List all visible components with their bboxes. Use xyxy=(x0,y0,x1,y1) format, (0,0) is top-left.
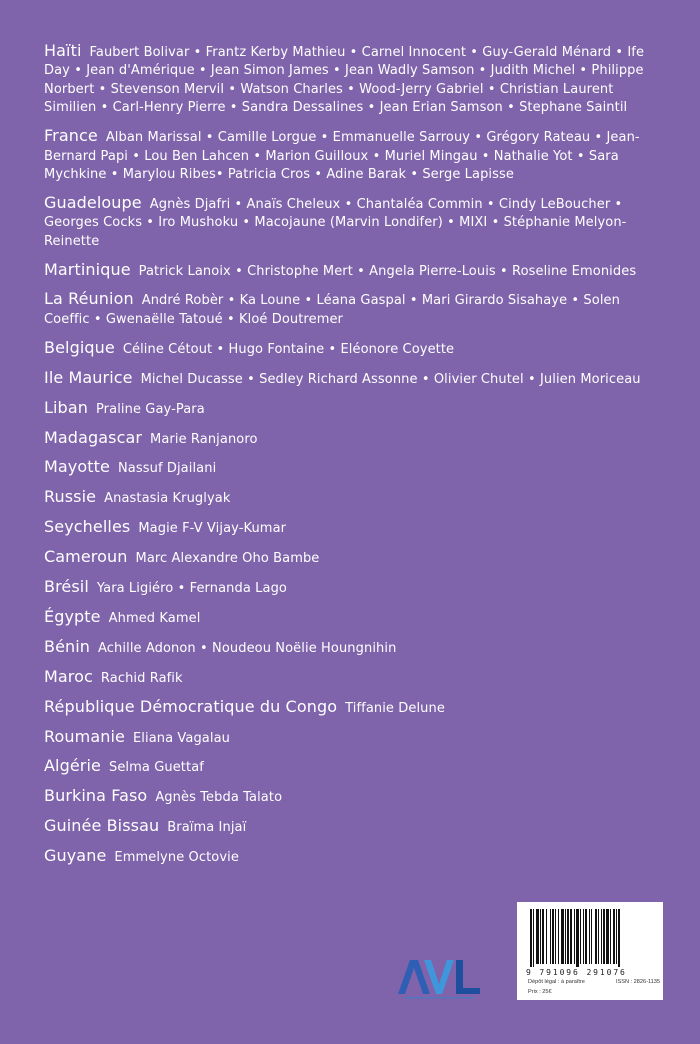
barcode-bar xyxy=(555,909,556,964)
author-names: Ahmed Kamel xyxy=(108,610,201,626)
barcode-bar xyxy=(570,909,572,964)
country-name: Brésil xyxy=(44,577,89,597)
country-entry xyxy=(44,429,664,449)
author-names: Faubert Bolivar • Frantz Kerby Mathieu • Carnel Innocent • Guy-Gerald Ménard • Ife Day • Jean d'Amérique • Jean Simon James • Jean Wadly Samson • Judith Michel • Philippe Norbert • Stevenson Mervil • Watson Charles • Wood-Jerry Gabriel • Christian Laurent Similien • Carl-Henry Pierre • Sandra Dessalines • Jean Erian Samson • Stephane Saintil xyxy=(44,45,645,116)
barcode-bar xyxy=(542,909,544,964)
barcode-panel xyxy=(517,902,663,1000)
country-entry xyxy=(44,787,664,807)
country-entry xyxy=(44,817,664,837)
author-names: Céline Cétout • Hugo Fontaine • Eléonore Coyette xyxy=(122,341,455,357)
country-entry xyxy=(44,290,664,329)
author-names: Praline Gay-Para xyxy=(95,401,205,417)
barcode-bar xyxy=(595,909,597,964)
country-entry xyxy=(44,261,664,281)
barcode-bar xyxy=(574,909,575,964)
country-name: La Réunion xyxy=(44,289,134,309)
barcode-bar xyxy=(583,909,584,964)
barcode-bar xyxy=(606,909,609,964)
barcode-bar xyxy=(533,909,534,967)
author-names: André Robèr • Ka Loune • Léana Gaspal • Mari Girardo Sisahaye • Solen Coeffic • Gwenaëlle Tatoué • Kloé Doutremer xyxy=(44,293,620,327)
country-name: France xyxy=(44,126,98,146)
barcode-digits: 9 791096 291076 xyxy=(526,968,627,977)
country-name: Égypte xyxy=(44,606,101,626)
barcode-bar xyxy=(585,909,587,964)
author-names: Tiffanie Delune xyxy=(345,700,445,716)
barcode-bar xyxy=(550,909,551,964)
author-names: Agnès Djafri • Anaïs Cheleux • Chantaléa Commin • Cindy LeBoucher • Georges Cocks • Iro Mushoku • Macojaune (Marvin Londifer) • MIXI • Stéphanie Melyon-Reinette xyxy=(44,196,627,249)
country-entry xyxy=(44,127,664,184)
barcode-bar xyxy=(589,909,590,964)
author-names: Alban Marissal • Camille Lorgue • Emmanuelle Sarrouy • Grégory Rateau • Jean-Bernard Papi • Lou Ben Lahcen • Marion Guilloux • Muriel Mingau • Nathalie Yot • Sara Mychkine • Marylou Ribes• Patricia Cros • Adine Barak • Serge Lapisse xyxy=(44,130,640,182)
country-name: Haïti xyxy=(44,41,82,60)
country-name: Belgique xyxy=(44,337,115,357)
country-name: Madagascar xyxy=(44,427,143,447)
barcode-bar xyxy=(536,909,539,964)
author-names: Eliana Vagalau xyxy=(132,730,230,746)
barcode-bar xyxy=(540,909,541,964)
country-entry xyxy=(44,578,664,598)
country-name: République Démocratique du Congo xyxy=(44,696,338,716)
barcode-bar xyxy=(610,909,611,964)
country-entry xyxy=(44,194,664,251)
legal-deposit: Dépôt légal : à paraître xyxy=(528,979,585,985)
author-names: Braïma Injaï xyxy=(167,820,247,836)
country-name: Roumanie xyxy=(44,726,125,746)
country-entry xyxy=(44,518,664,538)
country-entry xyxy=(44,698,664,718)
country-entry xyxy=(44,638,664,658)
country-name: Maroc xyxy=(44,666,93,686)
country-entry xyxy=(44,608,664,628)
barcode-bar xyxy=(567,909,569,964)
country-name: Guyane xyxy=(44,846,107,866)
avl-logo-icon xyxy=(396,954,482,1002)
country-entry xyxy=(44,339,664,359)
country-name: Guinée Bissau xyxy=(44,816,160,836)
country-entry xyxy=(44,458,664,478)
country-name: Guadeloupe xyxy=(44,192,142,212)
country-name: Algérie xyxy=(44,756,101,776)
author-names: Achille Adonon • Noudeou Noëlie Houngnihin xyxy=(98,640,397,656)
country-name: Martinique xyxy=(44,259,131,279)
country-entry xyxy=(44,757,664,777)
barcode-bars xyxy=(530,909,651,967)
legal-line xyxy=(528,979,660,985)
country-entry xyxy=(44,488,664,508)
author-names: Selma Guettaf xyxy=(108,760,204,776)
country-name: Russie xyxy=(44,487,97,507)
barcode-bar xyxy=(591,909,592,964)
barcode-bar xyxy=(613,909,615,964)
barcode-bar xyxy=(616,909,617,964)
contributors-list xyxy=(44,42,664,877)
barcode-bar xyxy=(618,909,620,967)
author-names: Magie F-V Vijay-Kumar xyxy=(138,521,287,537)
barcode-bar xyxy=(552,909,554,964)
barcode-bar xyxy=(561,909,564,964)
barcode-bar xyxy=(580,909,581,964)
country-name: Liban xyxy=(44,397,88,417)
author-names: Emmelyne Octovie xyxy=(114,850,239,866)
author-names: Patrick Lanoix • Christophe Mert • Angela Pierre-Louis • Roseline Emonides xyxy=(138,263,637,279)
barcode-bar xyxy=(601,909,602,964)
barcode-bar xyxy=(558,909,559,964)
barcode-bar xyxy=(576,909,579,967)
country-entry xyxy=(44,668,664,688)
country-name: Bénin xyxy=(44,636,91,656)
author-names: Nassuf Djailani xyxy=(117,461,217,477)
country-name: Ile Maurice xyxy=(44,367,133,387)
country-entry xyxy=(44,728,664,748)
barcode-bar xyxy=(603,909,605,964)
country-entry xyxy=(44,399,664,419)
barcode-bar xyxy=(530,909,532,967)
barcode-bar xyxy=(546,909,547,964)
issn: ISSN : 2826-1135 xyxy=(615,979,660,985)
country-name: Mayotte xyxy=(44,457,110,477)
country-entry xyxy=(44,847,664,867)
barcode-bar xyxy=(565,909,566,964)
author-names: Yara Ligiéro • Fernanda Lago xyxy=(96,581,287,597)
author-names: Marie Ranjanoro xyxy=(150,431,258,447)
author-names: Rachid Rafik xyxy=(100,670,183,686)
country-name: Burkina Faso xyxy=(44,786,148,806)
author-names: Michel Ducasse • Sedley Richard Assonne • Olivier Chutel • Julien Moriceau xyxy=(140,371,641,387)
country-name: Cameroun xyxy=(44,547,128,567)
country-name: Seychelles xyxy=(44,517,131,537)
price: Prix : 25€ xyxy=(528,989,552,995)
country-entry xyxy=(44,548,664,568)
publisher-logo xyxy=(396,954,482,1002)
author-names: Marc Alexandre Oho Bambe xyxy=(135,551,320,567)
author-names: Anastasia Kruglyak xyxy=(104,491,231,507)
author-names: Agnès Tebda Talato xyxy=(155,790,283,806)
barcode-bar xyxy=(598,909,599,964)
country-entry xyxy=(44,42,664,118)
country-entry xyxy=(44,369,664,389)
